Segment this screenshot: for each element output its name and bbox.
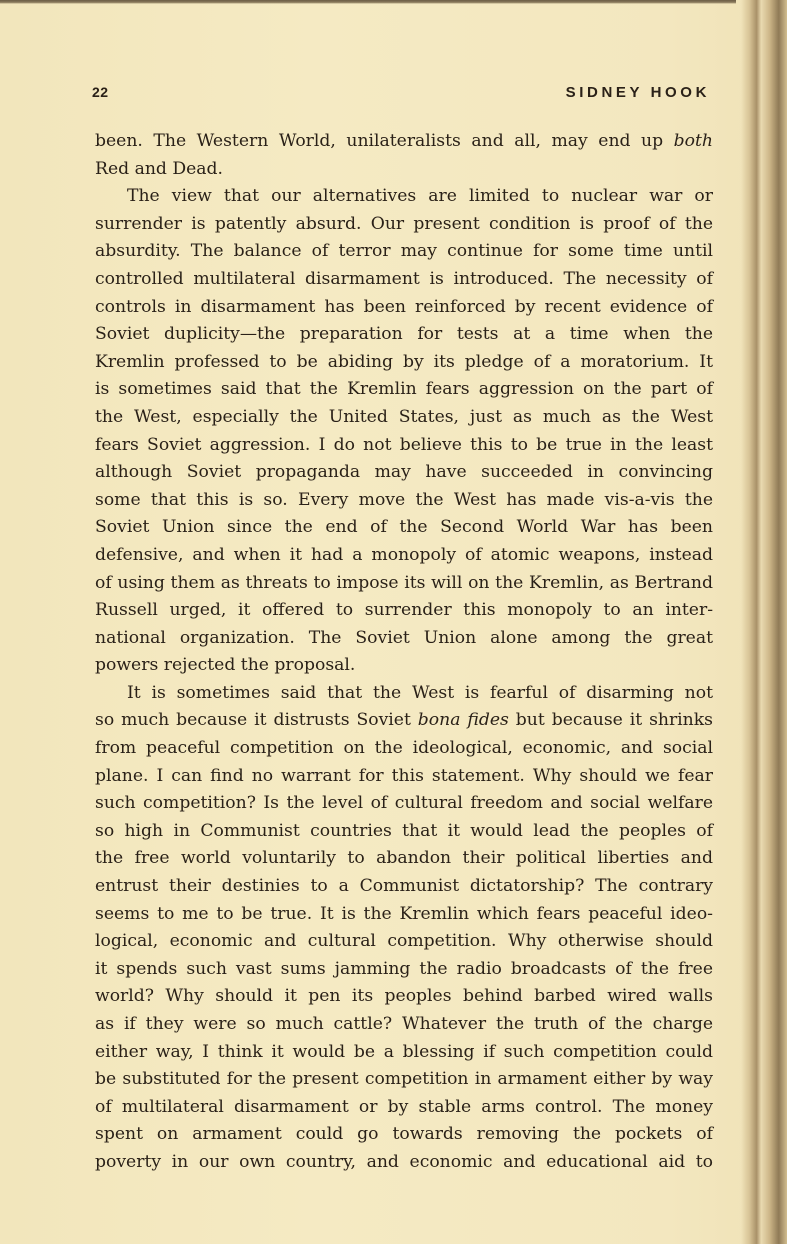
text-line: although Soviet propaganda may have succeeded in convincing (95, 462, 713, 483)
text-line: Kremlin professed to be abiding by its pledge of a moratorium. It (95, 351, 713, 372)
text-line: logical, economic and cultural competition. Why otherwise should (95, 931, 713, 952)
text-line: the free world voluntarily to abandon their political liberties and (95, 848, 713, 869)
text-line: world? Why should it pen its peoples behind barbed wired walls (95, 986, 713, 1007)
text-line: so much because it distrusts Soviet bona fides but because it shrinks (95, 710, 713, 731)
text-line: entrust their destinies to a Communist dictatorship? The contrary (95, 876, 713, 897)
body-text (95, 128, 713, 1177)
text-line: national organization. The Soviet Union alone among the great (95, 627, 713, 648)
text-line: it spends such vast sums jamming the radio broadcasts of the free (95, 958, 713, 979)
text-line: surrender is patently absurd. Our present condition is proof of the (95, 213, 713, 234)
text-line: The view that our alternatives are limited to nuclear war or (127, 186, 713, 207)
text-line: powers rejected the proposal. (95, 655, 356, 676)
book-spine-shadow (741, 0, 787, 1244)
text-line: fears Soviet aggression. I do not believe this to be true in the least (95, 434, 713, 455)
text-line: absurdity. The balance of terror may continue for some time until (95, 241, 713, 262)
text-line: plane. I can find no warrant for this statement. Why should we fear (95, 765, 713, 786)
running-head-author: SIDNEY HOOK (565, 84, 710, 101)
text-line: seems to me to be true. It is the Kremlin which fears peaceful ideo- (95, 903, 713, 924)
text-line: poverty in our own country, and economic and educational aid to (95, 1151, 713, 1172)
text-line: so high in Communist countries that it would lead the peoples of (95, 820, 713, 841)
text-line: It is sometimes said that the West is fearful of disarming not (127, 682, 713, 703)
text-line: as if they were so much cattle? Whatever the truth of the charge (95, 1014, 713, 1034)
text-line: Soviet Union since the end of the Second World War has been (95, 517, 713, 538)
top-edge-rule (0, 0, 736, 4)
text-line: spent on armament could go towards removing the pockets of (95, 1124, 713, 1145)
text-line: from peaceful competition on the ideological, economic, and social (95, 738, 713, 759)
text-line: controlled multilateral disarmament is introduced. The necessity of (95, 268, 713, 289)
text-line: of using them as threats to impose its will on the Kremlin, as Bertrand (95, 572, 713, 593)
text-line: been. The Western World, unilateralists and all, may end up both (95, 131, 713, 151)
text-line: Red and Dead. (95, 158, 224, 179)
text-line: is sometimes said that the Kremlin fears aggression on the part of (95, 379, 713, 400)
text-line: such competition? Is the level of cultural freedom and social welfare (95, 793, 713, 814)
text-line: Russell urged, it offered to surrender this monopoly to an inter- (95, 600, 713, 621)
text-line: Soviet duplicity—the preparation for tests at a time when the (95, 324, 713, 345)
text-line: either way, I think it would be a blessing if such competition could (95, 1041, 713, 1062)
text-line: be substituted for the present competition in armament either by way (95, 1069, 713, 1090)
page-number: 22 (92, 84, 109, 100)
text-line: the West, especially the United States, just as much as the West (95, 406, 713, 427)
text-line: of multilateral disarmament or by stable arms control. The money (95, 1096, 713, 1117)
running-head (92, 84, 710, 106)
text-line: some that this is so. Every move the West has made vis-a-vis the (95, 489, 713, 510)
text-line: defensive, and when it had a monopoly of atomic weapons, instead (95, 544, 713, 565)
text-line: controls in disarmament has been reinforced by recent evidence of (95, 296, 713, 317)
